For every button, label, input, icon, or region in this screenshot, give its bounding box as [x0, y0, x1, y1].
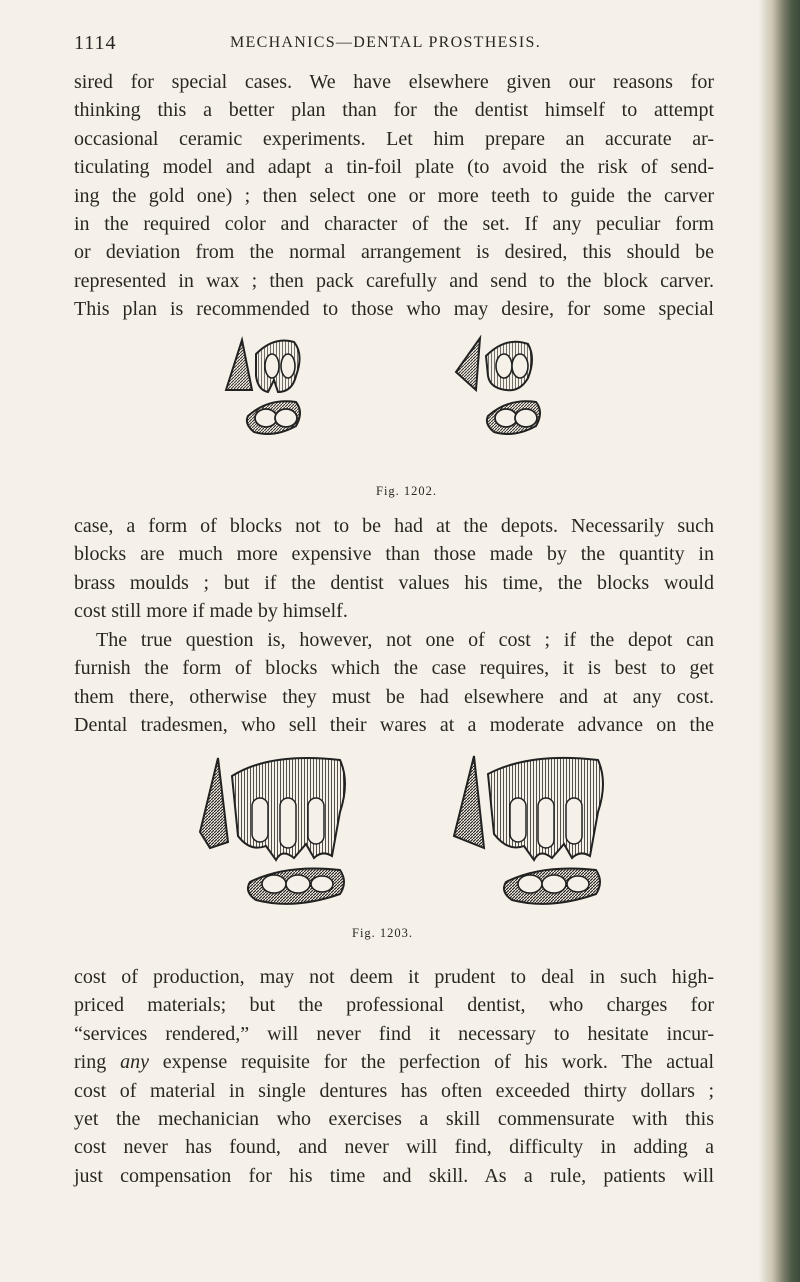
text-line: thinking this a better plan than for the dentist himself to attempt	[74, 99, 714, 122]
tooth-block-left	[226, 340, 300, 434]
text-line: just compensation for his time and skill. As a rule, patients will	[74, 1164, 714, 1187]
running-head: MECHANICS—DENTAL PROSTHESIS.	[230, 34, 541, 51]
text-run: ring	[74, 1051, 121, 1074]
text-line: “services rendered,” will never find it necessary to hesitate incur-	[74, 1022, 714, 1045]
text-line: represented in wax ; then pack carefully and send to the block carver.	[74, 269, 714, 292]
text-line	[74, 1048, 714, 1076]
text-line: in the required color and character of the set. If any peculiar form	[74, 213, 714, 236]
text-line: yet the mechanician who exercises a skill commensurate with this	[74, 1108, 714, 1131]
page-edge-shadow	[758, 0, 800, 1282]
paragraph-3	[74, 626, 714, 740]
text-line: This plan is recommended to those who may desire, for some special	[74, 298, 714, 321]
text-line: case, a form of blocks not to be had at the depots. Necessarily such	[74, 515, 714, 537]
text-line: or deviation from the normal arrangement is desired, this should be	[74, 241, 714, 264]
figure-1203-tooth-blocks	[190, 752, 630, 910]
text-line: them there, otherwise they must be had elsewhere and at any cost.	[74, 685, 714, 708]
text-line: The true question is, however, not one of cost ; if the depot can	[96, 629, 714, 651]
page-header	[74, 30, 714, 56]
text-line: ing the gold one) ; then select one or more teeth to guide the carver	[74, 184, 714, 207]
figure-1202-caption: Fig. 1202.	[376, 484, 438, 498]
text-line: sired for special cases. We have elsewhere given our reasons for	[74, 71, 714, 93]
text-line: occasional ceramic experiments. Let him prepare an accurate ar-	[74, 127, 714, 150]
text-line: cost still more if made by himself.	[74, 600, 348, 623]
tooth-block-right	[456, 338, 540, 434]
paragraph-1	[74, 68, 714, 324]
text-run: expense requisite for the perfection of his work. The actual	[148, 1051, 714, 1074]
paragraph-2	[74, 512, 714, 626]
text-line: brass moulds ; but if the dentist values his time, the blocks would	[74, 571, 714, 594]
text-line: priced materials; but the professional dentist, who charges for	[74, 994, 714, 1017]
tooth-block-upper-right	[454, 756, 603, 904]
figure-1203-caption: Fig. 1203.	[352, 926, 414, 940]
emphasis-any: any	[120, 1051, 149, 1074]
text-line: cost never has found, and never will find, difficulty in adding a	[74, 1136, 714, 1159]
paragraph-4	[74, 963, 714, 1190]
text-line: ticulating model and adapt a tin-foil plate (to avoid the risk of send-	[74, 156, 714, 179]
text-line: cost of material in single dentures has often exceeded thirty dollars ;	[74, 1079, 714, 1102]
text-line: blocks are much more expensive than those made by the quantity in	[74, 543, 714, 566]
text-line: furnish the form of blocks which the case requires, it is best to get	[74, 657, 714, 680]
text-line: cost of production, may not deem it prudent to deal in such high-	[74, 966, 714, 988]
tooth-block-upper-left	[200, 758, 345, 904]
text-line: Dental tradesmen, who sell their wares at a moderate advance on the	[74, 714, 714, 737]
page-number: 1114	[74, 32, 117, 54]
figure-1202-tooth-blocks	[222, 332, 622, 452]
